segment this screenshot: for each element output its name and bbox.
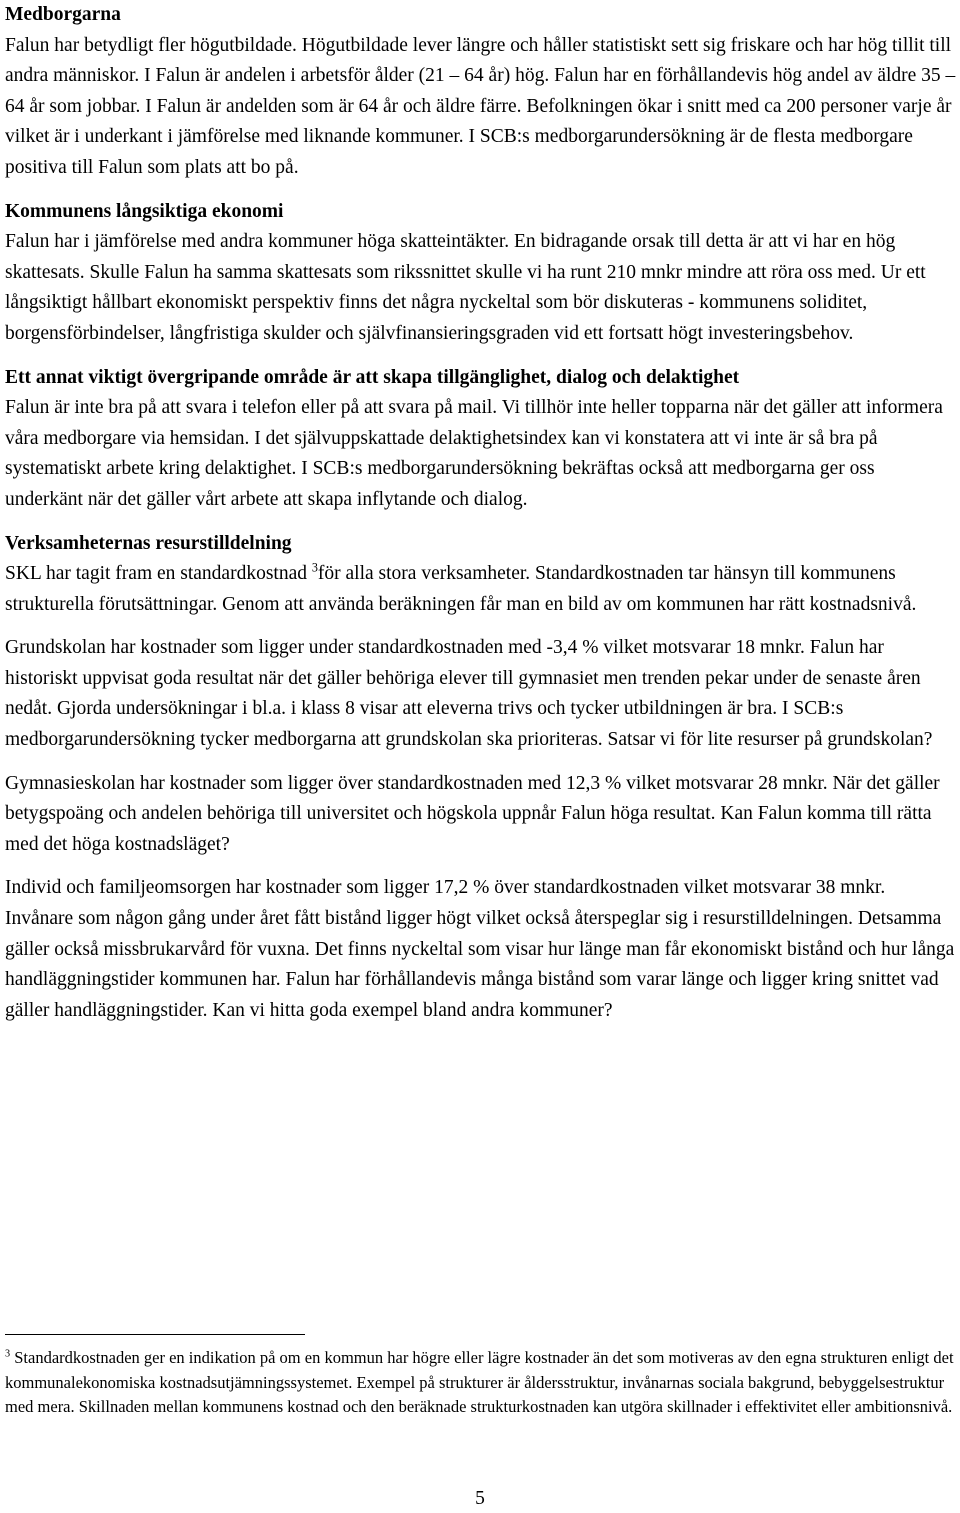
heading-medborgarna: Medborgarna xyxy=(5,4,121,25)
heading-tillganglighet: Ett annat viktigt övergripande område är att skapa tillgänglighet, dialog och delaktighet xyxy=(5,366,740,388)
paragraph-resurstilldelning xyxy=(5,559,957,620)
paragraph-medborgarna: Falun har betydligt fler högutbildade. Högutbildade lever längre och håller statistiskt sett sig friskare och har hög tillit till andra människor. I Falun är andelen i arbetsför ålder (21 – 64 år) hög. Falun har en förhållandevis hög andel av äldre 35 – 64 år som jobbar. I Falun är andelden som är 64 år och äldre färre. Befolkningen ökar i snitt med ca 200 personer varje år vilket är i underkant i jämförelse med liknande kommuner. I SCB:s medborgarundersökning är de flesta medborgare positiva till Falun som plats att bo på. xyxy=(5,34,956,178)
paragraph-resurstilldelning-end: för alla stora verksamheter. Standardkostnaden tar hänsyn till kommunens strukturella förutsättningar. Genom att använda beräkningen får man en bild av om kommunen har rätt kostnadsnivå. xyxy=(5,563,917,615)
page-number: 5 xyxy=(475,1488,485,1509)
heading-resurstilldelning: Verksamheternas resurstilldelning xyxy=(5,532,292,554)
page-body xyxy=(5,0,957,1026)
section-resurstilldelning xyxy=(5,529,957,621)
section-tillganglighet xyxy=(5,363,957,516)
footnote-separator xyxy=(5,1334,305,1335)
paragraph-resurstilldelning-start: SKL har tagit fram en standardkostnad xyxy=(5,563,312,585)
paragraph-ekonomi: Falun har i jämförelse med andra kommuner höga skatteintäkter. En bidragande orsak till detta är att vi har en hög skattesats. Skulle Falun ha samma skattesats som rikssnittet skulle vi ha runt 210 mnkr mindre att röra oss med. Ur ett långsiktigt hållbart ekonomiskt perspektiv finns det några nyckeltal som bör diskuteras - kommunens soliditet, borgensförbindelser, långfristiga skulder och självfinansieringsgraden vid ett fortsatt högt investeringsbehov. xyxy=(5,231,926,344)
footnote-number: 3 xyxy=(5,1348,11,1360)
footnote-text: Standardkostnaden ger en indikation på om en kommun har högre eller lägre kostnader än det som motiveras av den egna strukturen enligt det kommunalekonomiska kostnadsutjämningssystemet. Exempel på strukturer är åldersstruktur, invånarnas sociala bakgrund, bebyggelsestruktur med mera. Skillnaden mellan kommunens kostnad och den beräknade strukturkostnaden kan utgöra skillnader i effektivitet eller ambitionsnivå. xyxy=(5,1348,954,1417)
paragraph-individ: Individ och familjeomsorgen har kostnader som ligger 17,2 % över standardkostnaden vilket motsvarar 38 mnkr. Invånare som någon gång under året fått bistånd ligger högt vilket också återspeglar sig i resurstilldelningen. Detsamma gäller också missbrukarvård för vuxna. Det finns nyckeltal som visar hur länge man får ekonomiskt bistånd och hur långa handläggningstider kommunen har. Falun har förhållandevis många bistånd som varar länge och ligger kring snittet vad gäller handläggningstider. Kan vi hitta goda exempel bland andra kommuner? xyxy=(5,877,955,1021)
footnote-reference: 3 xyxy=(311,560,318,575)
paragraph-tillganglighet: Falun är inte bra på att svara i telefon eller på att svara på mail. Vi tillhör inte heller topparna när det gäller att informera våra medborgare via hemsidan. I det självuppskattade delaktighetsindex kan vi konstatera att vi inte är så bra på systematiskt arbete kring delaktighet. I SCB:s medborgarundersökning bekräftas också att medborgarna ger oss underkänt när det gäller vårt arbete att skapa inflytande och dialog. xyxy=(5,397,943,510)
paragraph-gymnasieskolan: Gymnasieskolan har kostnader som ligger över standardkostnaden med 12,3 % vilket motsvarar 28 mnkr. När det gäller betygspoäng och andelen behöriga till universitet och högskola uppnår Falun höga resultat. Kan Falun komma till rätta med det höga kostnadsläget? xyxy=(5,772,940,855)
section-ekonomi xyxy=(5,197,957,350)
section-medborgarna xyxy=(5,0,957,184)
heading-ekonomi: Kommunens långsiktiga ekonomi xyxy=(5,200,284,222)
paragraph-grundskolan: Grundskolan har kostnader som ligger under standardkostnaden med -3,4 % vilket motsvarar 18 mnkr. Falun har historiskt uppvisat goda resultat när det gäller behöriga elever till gymnasiet men trenden pekar under de senaste åren nedåt. Gjorda undersökningar i bl.a. i klass 8 visar att eleverna trivs och tycker utbildningen är bra. I SCB:s medborgarundersökning tycker medborgarna att grundskolan ska prioriteras. Satsar vi för lite resurser på grundskolan? xyxy=(5,637,933,751)
footnote xyxy=(5,1346,955,1420)
